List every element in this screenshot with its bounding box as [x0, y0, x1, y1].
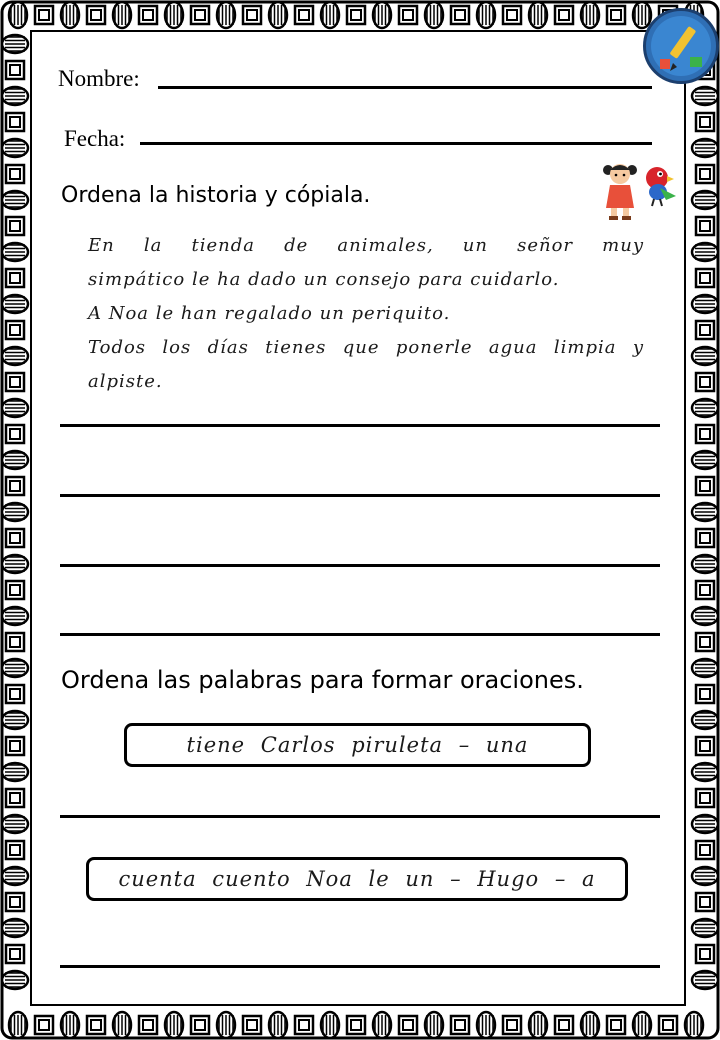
name-label: Nombre:: [58, 66, 140, 91]
writing-line-1[interactable]: [60, 424, 660, 427]
story-line-4: Todos los días tienes que ponerle agua limpia y: [88, 337, 644, 358]
girl-icon: [600, 160, 640, 222]
parrot-icon: [640, 162, 678, 208]
sentence-instruction: Ordena las palabras para formar oraciones.: [61, 666, 584, 694]
story-line-5: alpiste.: [88, 371, 163, 392]
writing-line-3[interactable]: [60, 564, 660, 567]
story-instruction: Ordena la historia y cópiala.: [61, 183, 371, 208]
word-box-1: [124, 723, 591, 767]
writing-line-4[interactable]: [60, 633, 660, 636]
story-line-2: simpático le ha dado un consejo para cuidarlo.: [88, 269, 560, 290]
name-field[interactable]: [158, 86, 652, 89]
word-box-2: [86, 857, 628, 901]
story-line-3: A Noa le han regalado un periquito.: [88, 303, 451, 324]
writing-line-2[interactable]: [60, 494, 660, 497]
word-box-2-text: cuenta cuento Noa le un – Hugo – a: [118, 867, 596, 891]
date-label: Fecha:: [64, 126, 126, 151]
answer-line-2[interactable]: [60, 965, 660, 968]
logo-icon: [643, 8, 719, 84]
word-box-1-text: tiene Carlos piruleta – una: [186, 733, 529, 757]
answer-line-1[interactable]: [60, 815, 660, 818]
date-field[interactable]: [140, 142, 652, 145]
story-line-1: En la tienda de animales, un señor muy: [88, 235, 644, 256]
